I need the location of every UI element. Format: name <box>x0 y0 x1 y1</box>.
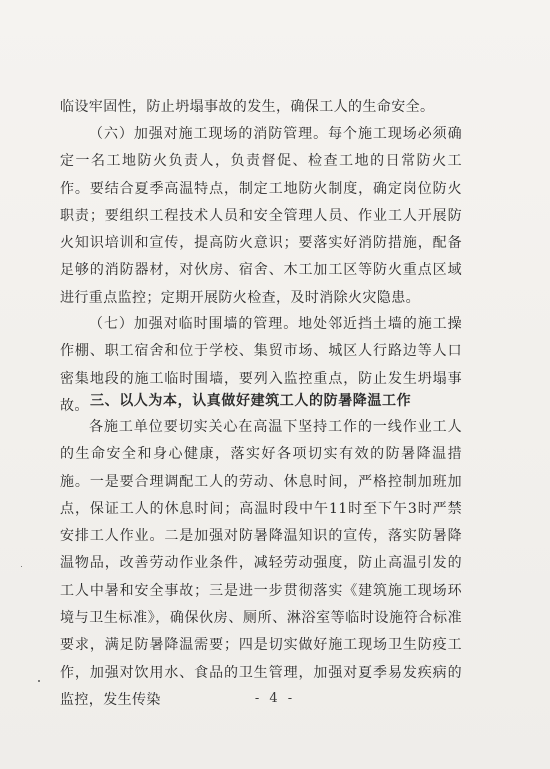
paragraph-continuation: 临设牢固性，防止坍塌事故的发生，确保工人的生命安全。 <box>60 99 435 115</box>
paragraph-heat-prevention: 各施工单位要切实关心在高温下坚持工作的一线作业工人的生命安全和身心健康，落实好各项切实有效的防暑降温措施。一是要合理调配工人的劳动、休息时间，严格控制加班加点，保证工人的休息时间；高温时段中午11时至下午3时严禁安排工人作业。二是加强对防暑降温知识的宣传，落实防暑降温物品，改善劳动作业条件，减轻劳动强度，防止高温引发的工人中暑和安全事故；三是进一步贯彻落实《建筑施工现场环境与卫生标准》，确保伙房、厕所、淋浴室等临时设施符合标准要求，满足防暑降温需要；四是切实做好施工现场卫生防疫工作，加强对饮用水、食品的卫生管理，加强对夏季易发疾病的监控，发生传染 <box>60 419 462 708</box>
scan-speck <box>38 680 40 682</box>
paragraph-fire-management: （六）加强对施工现场的消防管理。每个施工现场必须确定一名工地防火负责人，负责督促、检查工地的日常防火工作。要结合夏季高温特点，制定工地防火制度，确定岗位防火职责；要组织工程技术人员和安全管理人员、作业工人开展防火知识培训和宣传，提高防火意识；要落实好消防措施，配备足够的消防器材，对伙房、宿舍、木工加工区等防火重点区域进行重点监控；定期开展防火检查，及时消除火灾隐患。 <box>60 126 462 306</box>
paragraph-temporary-wall: （七）加强对临时围墙的管理。地处邻近挡土墙的施工操作棚、职工宿舍和位于学校、集贸市场、城区人行路边等人口密集地段的施工临时围墙，要列入监控重点，防止发生坍塌事故。 <box>60 316 462 414</box>
section-heading: 三、以人为本，认真做好建筑工人的防暑降温工作 <box>90 393 412 409</box>
page-number: - 4 - <box>254 691 296 706</box>
scan-speck <box>21 566 22 567</box>
